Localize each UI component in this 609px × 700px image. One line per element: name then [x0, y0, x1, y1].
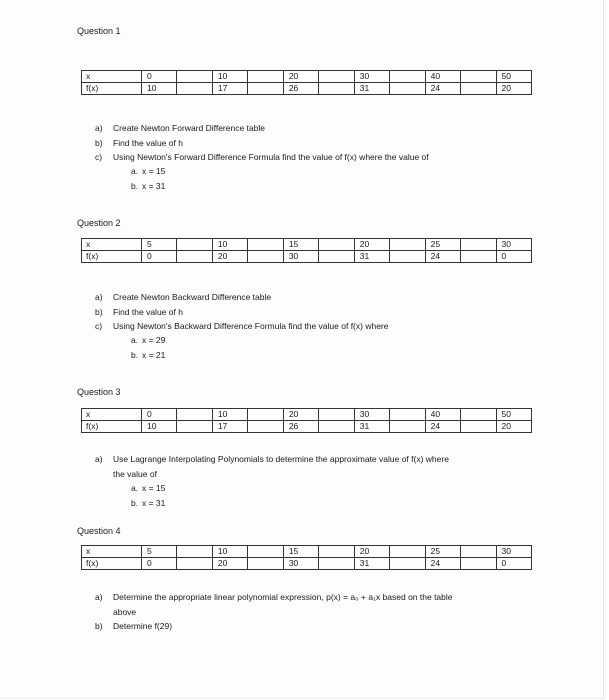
question-4-table: [81, 545, 532, 570]
x-cell: 20: [283, 71, 318, 83]
x-cell: 30: [354, 71, 389, 83]
x-cell: 25: [425, 239, 460, 251]
gap-cell: [461, 421, 496, 433]
table-row-x: [82, 546, 532, 558]
fx-cell: 24: [425, 421, 460, 433]
question-3-table: [81, 408, 532, 433]
gap-cell: [177, 83, 212, 95]
fx-label-cell: f(x): [82, 83, 142, 95]
gap-cell: [177, 251, 212, 263]
gap-cell: [461, 239, 496, 251]
fx-cell: 20: [496, 83, 531, 95]
question-2-title: Question 2: [77, 218, 121, 228]
fx-cell: 30: [283, 251, 318, 263]
list-text: Use Lagrange Interpolating Polynomials to determine the approximate value of f(x) where: [113, 454, 449, 464]
x-cell: 10: [212, 409, 247, 421]
fx-label-cell: f(x): [82, 558, 142, 570]
x-cell: 40: [425, 71, 460, 83]
fx-cell: 17: [212, 421, 247, 433]
gap-cell: [319, 251, 354, 263]
list-marker: b): [95, 137, 103, 148]
gap-cell: [248, 71, 283, 83]
x-cell: 20: [283, 409, 318, 421]
list-text: Determine the appropriate linear polynomial expression, p(x) = a₀ + a₁x based on the table: [113, 592, 453, 602]
gap-cell: [319, 558, 354, 570]
x-cell: 20: [354, 239, 389, 251]
sub-marker: b.: [131, 497, 139, 508]
fx-cell: 31: [354, 421, 389, 433]
table-row-fx: [82, 421, 532, 433]
gap-cell: [248, 83, 283, 95]
sub-text: x = 15: [142, 166, 166, 176]
sub-text: x = 31: [142, 497, 166, 508]
x-cell: 30: [496, 239, 531, 251]
fx-cell: 0: [496, 558, 531, 570]
gap-cell: [390, 239, 425, 251]
table-row-fx: [82, 83, 532, 95]
sub-text: x = 29: [142, 335, 166, 345]
fx-cell: 24: [425, 558, 460, 570]
fx-cell: 0: [142, 251, 177, 263]
fx-cell: 20: [212, 558, 247, 570]
gap-cell: [177, 239, 212, 251]
gap-cell: [248, 421, 283, 433]
fx-cell: 30: [283, 558, 318, 570]
gap-cell: [461, 546, 496, 558]
list-marker: c): [95, 321, 103, 331]
list-marker: b): [95, 621, 103, 631]
fx-cell: 10: [142, 83, 177, 95]
fx-cell: 0: [496, 251, 531, 263]
fx-cell: 31: [354, 83, 389, 95]
fx-cell: 0: [142, 558, 177, 570]
gap-cell: [461, 558, 496, 570]
gap-cell: [248, 251, 283, 263]
sub-text: x = 21: [142, 349, 166, 360]
gap-cell: [177, 546, 212, 558]
list-text: Create Newton Backward Difference table: [113, 292, 272, 302]
question-1-title: Question 1: [77, 26, 121, 36]
list-marker: a): [95, 454, 103, 464]
fx-cell: 31: [354, 558, 389, 570]
fx-cell: 20: [212, 251, 247, 263]
x-cell: 40: [425, 409, 460, 421]
fx-label-cell: f(x): [82, 251, 142, 263]
table-row-fx: [82, 251, 532, 263]
sub-text: x = 15: [142, 483, 166, 493]
fx-cell: 17: [212, 83, 247, 95]
x-cell: 5: [142, 546, 177, 558]
table-row-fx: [82, 558, 532, 570]
gap-cell: [319, 546, 354, 558]
x-label-cell: x: [82, 546, 142, 558]
x-label-cell: x: [82, 409, 142, 421]
x-cell: 50: [496, 71, 531, 83]
gap-cell: [177, 558, 212, 570]
x-cell: 15: [283, 546, 318, 558]
table-row-x: [82, 409, 532, 421]
sub-marker: a.: [131, 166, 139, 176]
gap-cell: [248, 239, 283, 251]
fx-cell: 26: [283, 421, 318, 433]
x-cell: 15: [283, 239, 318, 251]
list-text: Determine f(29): [113, 621, 173, 631]
x-cell: 10: [212, 546, 247, 558]
gap-cell: [390, 421, 425, 433]
x-label-cell: x: [82, 239, 142, 251]
fx-cell: 26: [283, 83, 318, 95]
gap-cell: [319, 409, 354, 421]
sub-marker: a.: [131, 483, 139, 493]
fx-cell: 31: [354, 251, 389, 263]
question-1-table: [81, 70, 532, 95]
x-cell: 5: [142, 239, 177, 251]
gap-cell: [177, 421, 212, 433]
gap-cell: [319, 421, 354, 433]
gap-cell: [177, 71, 212, 83]
x-cell: 30: [496, 546, 531, 558]
gap-cell: [248, 546, 283, 558]
x-cell: 30: [354, 409, 389, 421]
gap-cell: [319, 71, 354, 83]
table-row-x: [82, 239, 532, 251]
x-cell: 10: [212, 239, 247, 251]
question-3-title: Question 3: [77, 387, 121, 397]
x-cell: 0: [142, 409, 177, 421]
list-text: Using Newton's Forward Difference Formula find the value of f(x) where the value of: [113, 152, 429, 162]
fx-cell: 24: [425, 83, 460, 95]
gap-cell: [461, 251, 496, 263]
list-marker: a): [95, 592, 103, 602]
gap-cell: [390, 546, 425, 558]
list-text-continued: the value of: [113, 468, 157, 479]
fx-label-cell: f(x): [82, 421, 142, 433]
fx-cell: 10: [142, 421, 177, 433]
gap-cell: [390, 558, 425, 570]
gap-cell: [390, 409, 425, 421]
list-text: Create Newton Forward Difference table: [113, 123, 265, 133]
gap-cell: [461, 409, 496, 421]
x-cell: 10: [212, 71, 247, 83]
list-text-continued: above: [113, 606, 137, 617]
gap-cell: [248, 558, 283, 570]
x-label-cell: x: [82, 71, 142, 83]
fx-cell: 20: [496, 421, 531, 433]
gap-cell: [390, 83, 425, 95]
gap-cell: [461, 71, 496, 83]
list-marker: a): [95, 292, 103, 302]
list-text: Find the value of h: [113, 137, 183, 148]
gap-cell: [319, 239, 354, 251]
x-cell: 50: [496, 409, 531, 421]
list-text: Find the value of h: [113, 306, 183, 317]
fx-cell: 24: [425, 251, 460, 263]
gap-cell: [461, 83, 496, 95]
list-marker: a): [95, 123, 103, 133]
sub-text: x = 31: [142, 180, 166, 191]
list-text: Using Newton's Backward Difference Formula find the value of f(x) where: [113, 321, 389, 331]
gap-cell: [177, 409, 212, 421]
gap-cell: [248, 409, 283, 421]
sub-marker: b.: [131, 180, 139, 191]
list-marker: b): [95, 306, 103, 317]
sub-marker: b.: [131, 349, 139, 360]
x-cell: 25: [425, 546, 460, 558]
list-marker: c): [95, 152, 103, 162]
gap-cell: [319, 83, 354, 95]
gap-cell: [390, 251, 425, 263]
sub-marker: a.: [131, 335, 139, 345]
gap-cell: [390, 71, 425, 83]
question-2-table: [81, 238, 532, 263]
question-4-title: Question 4: [77, 526, 121, 536]
x-cell: 20: [354, 546, 389, 558]
x-cell: 0: [142, 71, 177, 83]
table-row-x: [82, 71, 532, 83]
